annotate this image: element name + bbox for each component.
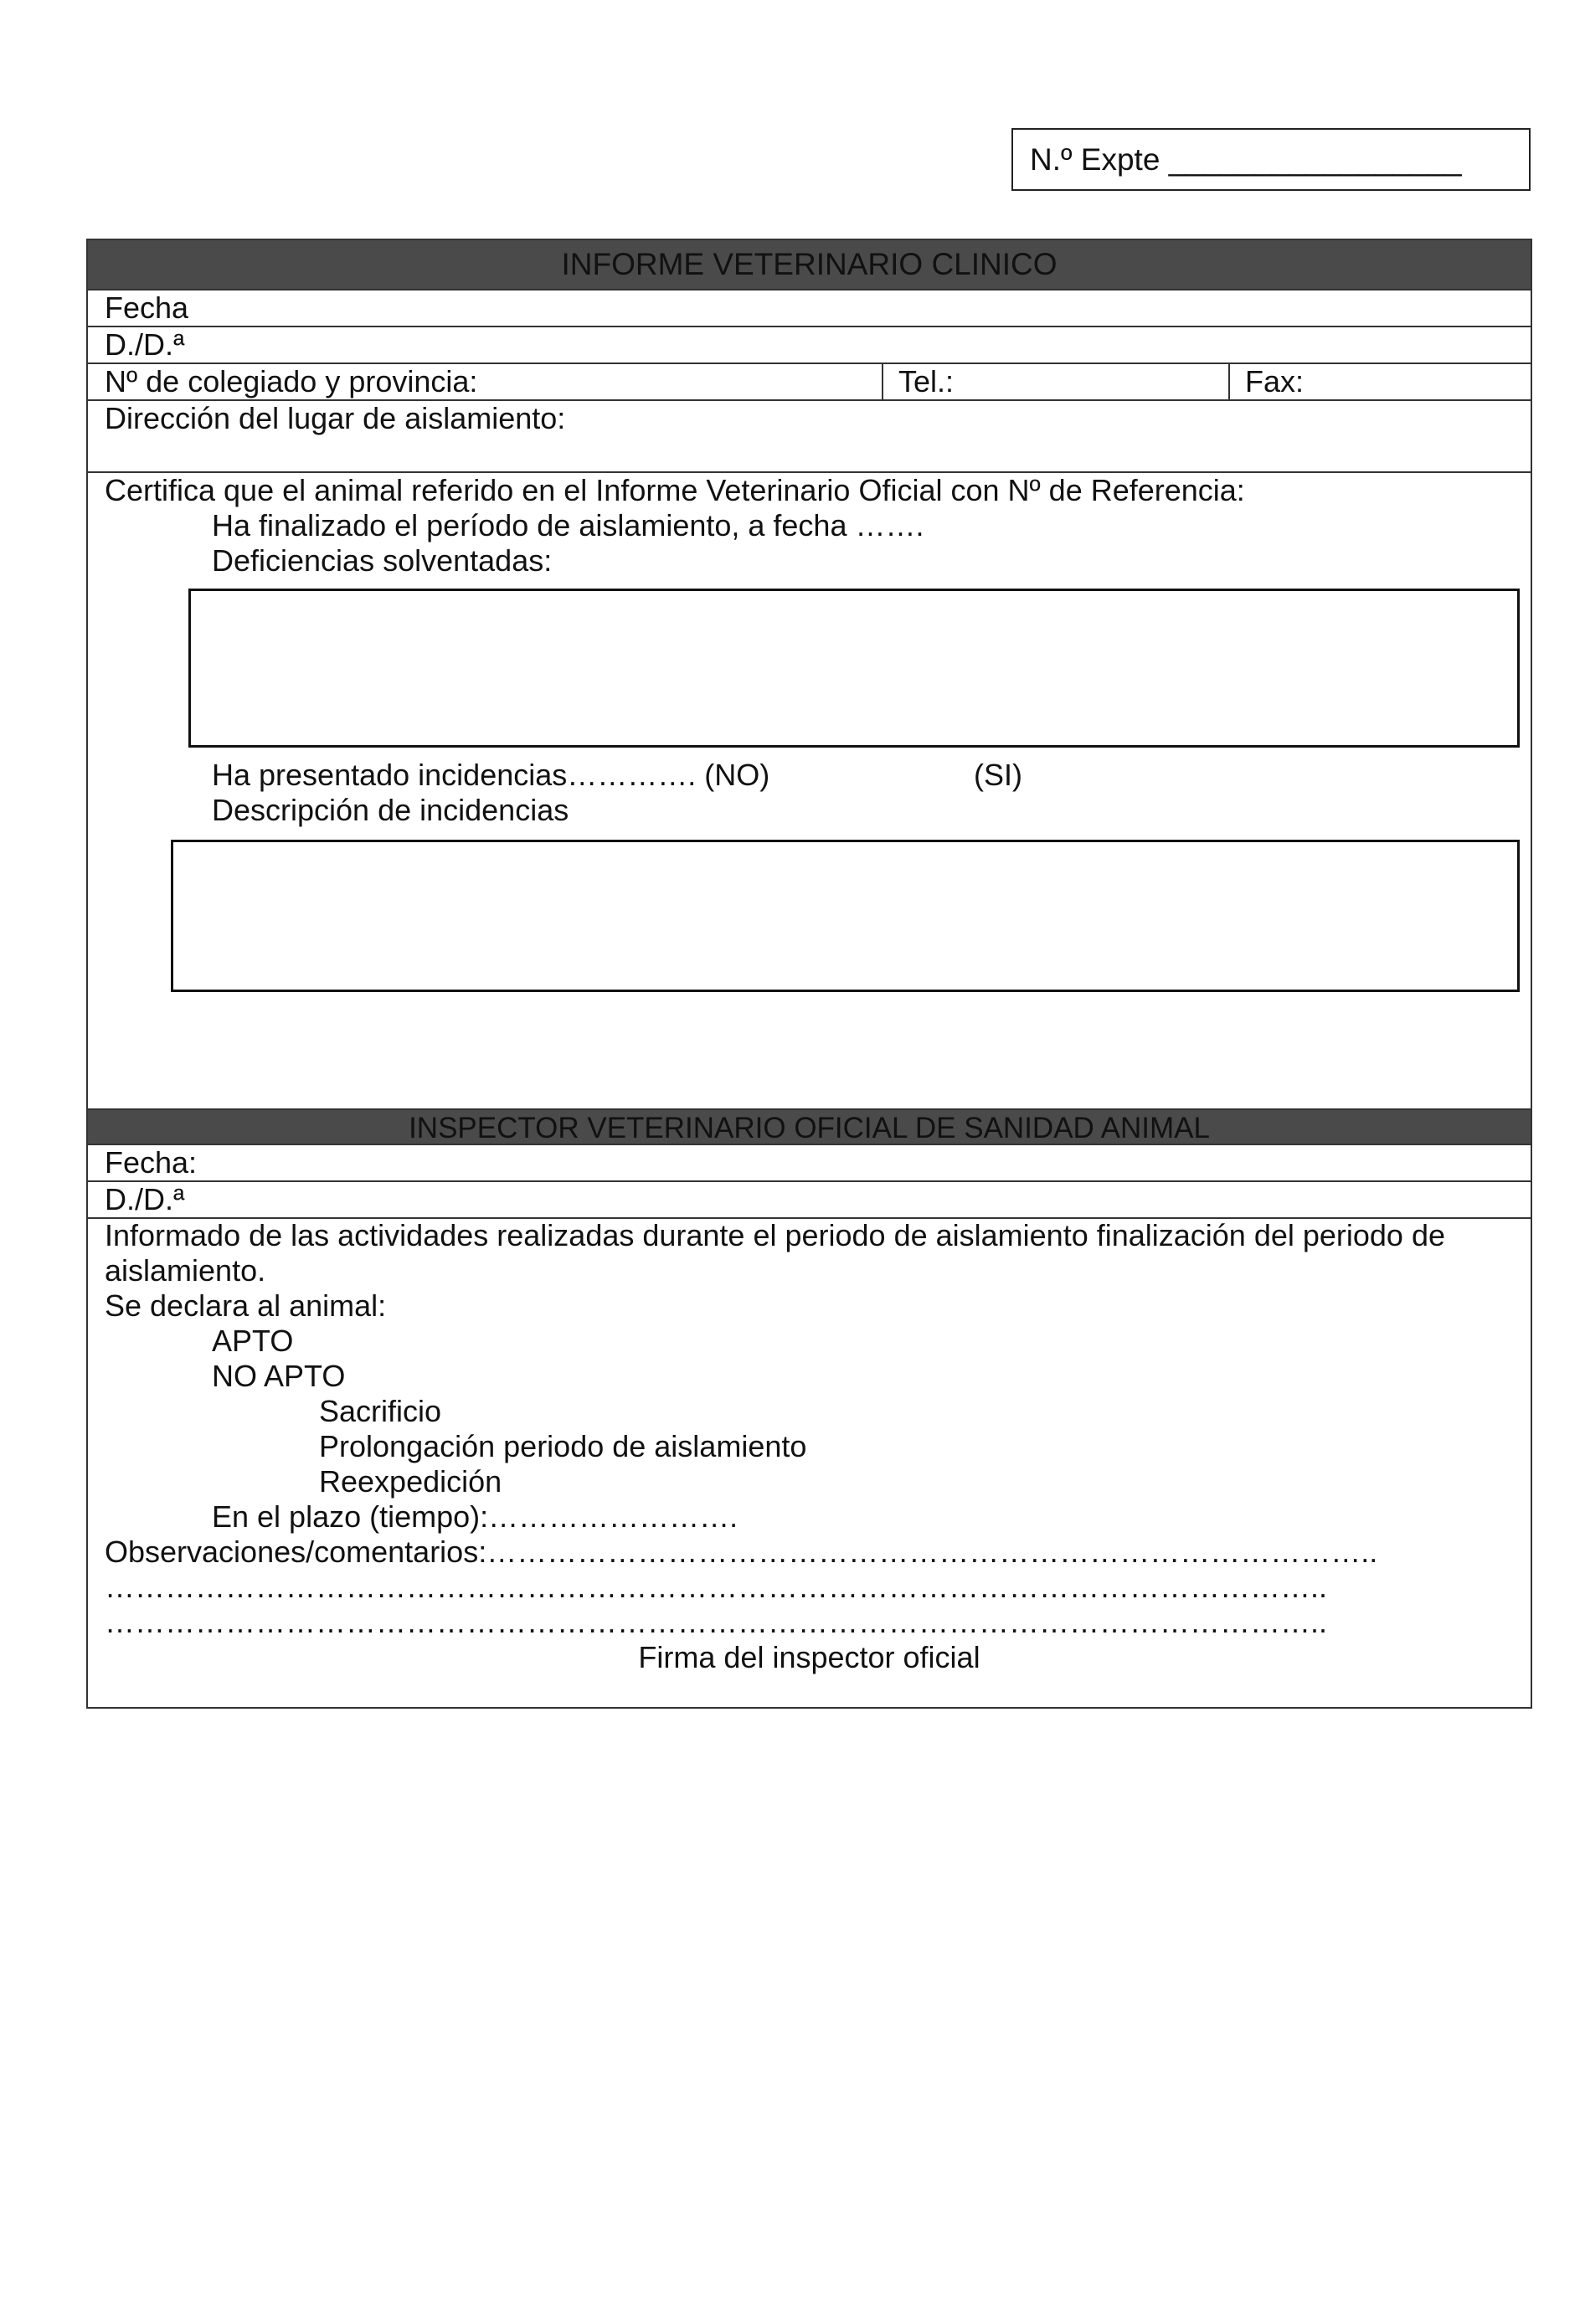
expediente-number-field[interactable] — [1011, 128, 1531, 191]
inspector-dd-row[interactable] — [88, 1182, 1531, 1219]
inspector-fecha-label: Fecha: — [105, 1145, 198, 1180]
clinic-colegiado-row — [88, 364, 1531, 401]
descripcion-label: Descripción de incidencias — [212, 793, 569, 827]
descripcion-textbox[interactable] — [171, 840, 1520, 992]
deficiencias-textbox[interactable] — [188, 589, 1520, 748]
clinic-dd-row[interactable] — [88, 327, 1531, 364]
tel-label: Tel.: — [898, 364, 955, 398]
direccion-row[interactable] — [88, 401, 1531, 473]
plazo-field[interactable]: En el plazo (tiempo):……………………. — [212, 1499, 738, 1534]
clinic-dd-label: D./D.ª — [105, 327, 185, 362]
clinic-report-title: INFORME VETERINARIO CLINICO — [88, 240, 1531, 290]
observaciones-field[interactable]: Observaciones/comentarios:…………………………………………………………………………….. — [105, 1535, 1378, 1569]
firma-inspector-label: Firma del inspector oficial — [638, 1640, 980, 1674]
option-no-apto[interactable]: NO APTO — [212, 1359, 346, 1393]
observaciones-dots-line[interactable]: ………………………………………………………………………………………………………….. — [105, 1570, 1328, 1604]
incidencias-si-option[interactable]: (SI) — [974, 758, 1022, 792]
inspector-dd-label: D./D.ª — [105, 1182, 185, 1216]
column-divider — [882, 364, 883, 399]
inspector-title: INSPECTOR VETERINARIO OFICIAL DE SANIDAD ANIMAL — [88, 1108, 1531, 1145]
veterinary-report-form — [86, 239, 1532, 1709]
expediente-label: N.º Expte — [1030, 142, 1160, 177]
option-apto[interactable]: APTO — [212, 1324, 294, 1358]
informado-text-line1: Informado de las actividades realizadas durante el periodo de aislamiento finalización del periodo de — [105, 1218, 1445, 1252]
option-reexpedicion[interactable]: Reexpedición — [319, 1464, 502, 1499]
declara-label: Se declara al animal: — [105, 1288, 387, 1323]
informado-text-line2: aislamiento. — [105, 1253, 266, 1288]
fax-label: Fax: — [1245, 364, 1305, 398]
option-sacrificio[interactable]: Sacrificio — [319, 1394, 442, 1428]
incidencias-text: Ha presentado incidencias…………. (NO) — [212, 758, 770, 792]
observaciones-dots-line[interactable]: ………………………………………………………………………………………………………….. — [105, 1605, 1328, 1639]
expediente-blank: _________________ — [1168, 142, 1462, 177]
inspector-fecha-row[interactable] — [88, 1145, 1531, 1182]
certifica-text: Certifica que el animal referido en el Informe Veterinario Oficial con Nº de Referencia: — [105, 473, 1245, 507]
colegiado-label: Nº de colegiado y provincia: — [105, 364, 478, 398]
clinic-fecha-label: Fecha — [105, 290, 189, 325]
finalizado-text: Ha finalizado el período de aislamiento, a fecha ……. — [212, 508, 924, 542]
option-prolongacion[interactable]: Prolongación periodo de aislamiento — [319, 1429, 807, 1463]
clinic-fecha-row[interactable] — [88, 290, 1531, 327]
direccion-label: Dirección del lugar de aislamiento: — [105, 401, 566, 435]
deficiencias-label: Deficiencias solventadas: — [212, 543, 553, 578]
column-divider — [1228, 364, 1230, 399]
